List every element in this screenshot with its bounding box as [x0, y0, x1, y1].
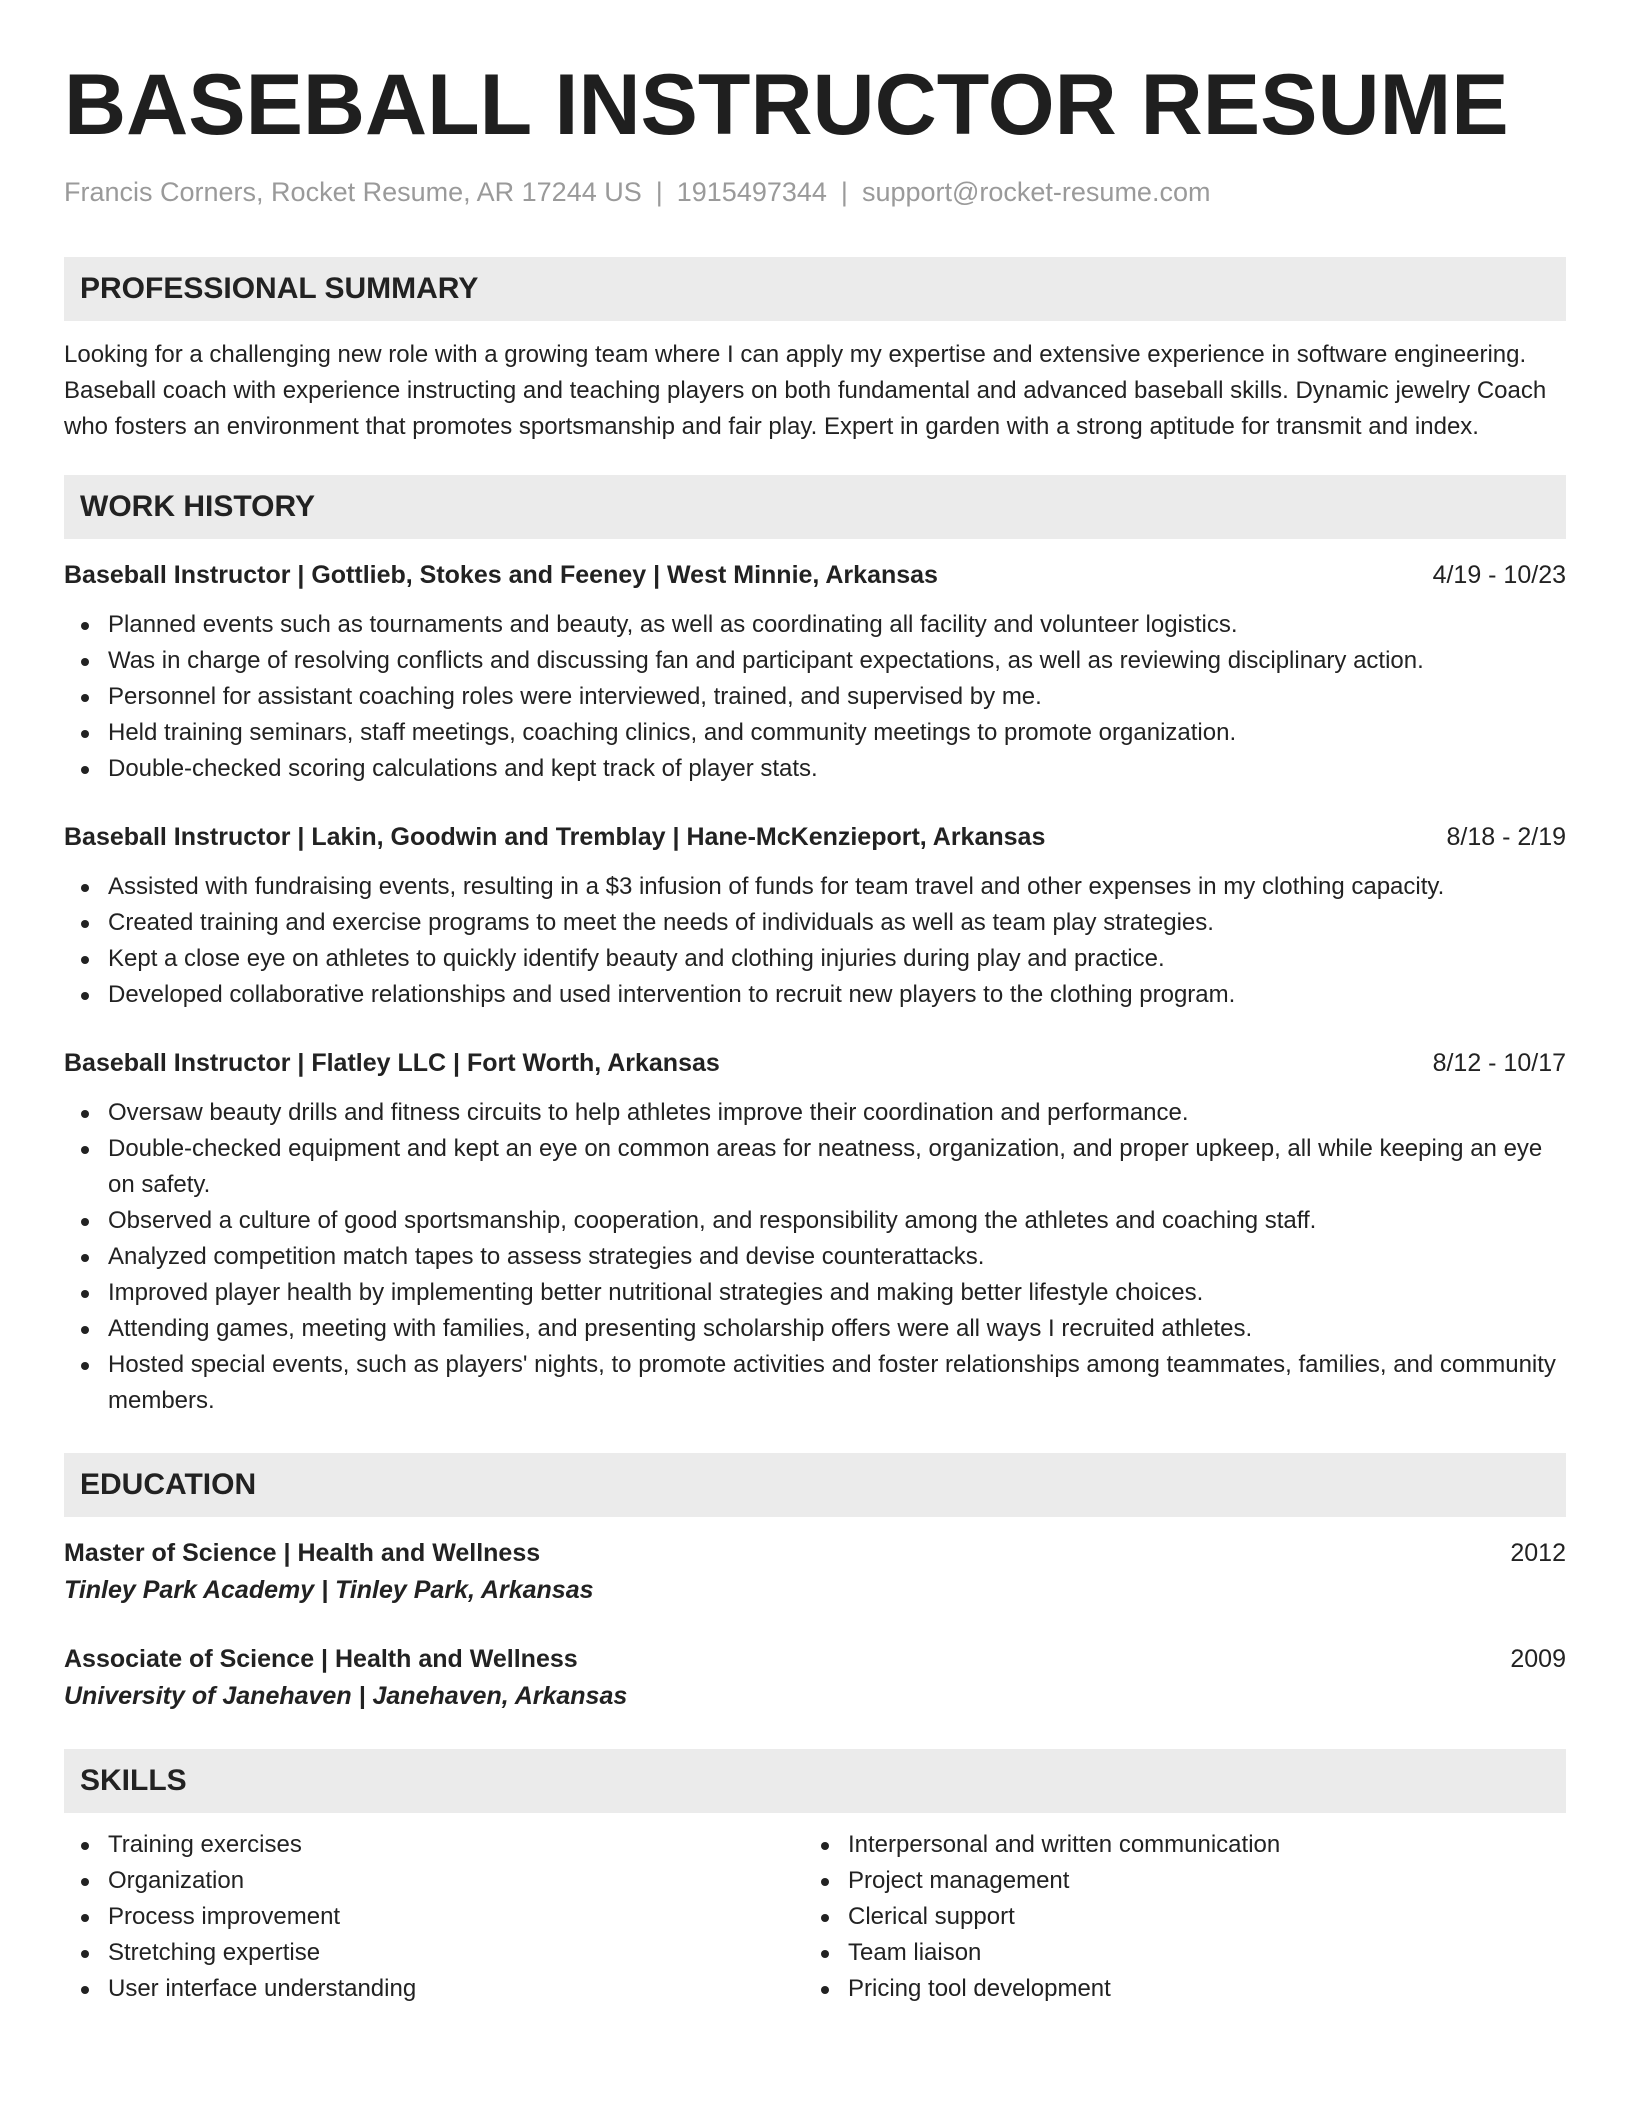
skill-item: Stretching expertise [64, 1935, 804, 1971]
skill-item: Training exercises [64, 1827, 804, 1863]
job-bullet: Improved player health by implementing better nutritional strategies and making better lifestyle choices. [64, 1275, 1566, 1311]
skills-header: SKILLS [64, 1749, 1566, 1813]
skills-columns [64, 1827, 1566, 2007]
job-bullet: Analyzed competition match tapes to assess strategies and devise counterattacks. [64, 1239, 1566, 1275]
job-heading-row [64, 557, 1566, 593]
education-degree-row [64, 1535, 1566, 1571]
job-heading: Baseball Instructor | Gottlieb, Stokes and Feeney | West Minnie, Arkansas [64, 561, 938, 590]
job-dates: 4/19 - 10/23 [1432, 561, 1566, 590]
education-year: 2012 [1510, 1539, 1566, 1568]
job-dates: 8/18 - 2/19 [1446, 823, 1566, 852]
job-heading-row [64, 1045, 1566, 1081]
contact-separator: | [655, 177, 663, 207]
job-entry [64, 1045, 1566, 1419]
job-bullet: Double-checked scoring calculations and kept track of player stats. [64, 751, 1566, 787]
job-bullet: Kept a close eye on athletes to quickly identify beauty and clothing injuries during play and practice. [64, 941, 1566, 977]
job-bullet: Hosted special events, such as players' nights, to promote activities and foster relationships among teammates, families, and community members. [64, 1347, 1566, 1419]
skills-section [64, 1749, 1566, 2007]
contact-email: support@rocket-resume.com [861, 177, 1211, 207]
skill-item: Clerical support [804, 1899, 1544, 1935]
skill-item: Pricing tool development [804, 1971, 1544, 2007]
job-bullet: Assisted with fundraising events, resulting in a $3 infusion of funds for team travel and other expenses in my clothing capacity. [64, 869, 1566, 905]
education-section [64, 1453, 1566, 1715]
resume-page [64, 50, 1566, 2007]
job-bullet: Double-checked equipment and kept an eye on common areas for neatness, organization, and proper upkeep, all while keeping an eye on safety. [64, 1131, 1566, 1203]
summary-header: PROFESSIONAL SUMMARY [64, 257, 1566, 321]
job-bullet: Held training seminars, staff meetings, coaching clinics, and community meetings to promote organization. [64, 715, 1566, 751]
education-school: University of Janehaven | Janehaven, Arkansas [64, 1682, 628, 1711]
skill-item: Organization [64, 1863, 804, 1899]
job-bullets [64, 607, 1566, 787]
education-degree: Master of Science | Health and Wellness [64, 1539, 541, 1568]
skill-item: Process improvement [64, 1899, 804, 1935]
job-entry [64, 557, 1566, 787]
contact-separator: | [840, 177, 848, 207]
skills-list-right [804, 1827, 1544, 2007]
education-degree-row [64, 1641, 1566, 1677]
education-degree: Associate of Science | Health and Wellness [64, 1645, 578, 1674]
summary-text: Looking for a challenging new role with a growing team where I can apply my expertise and extensive experience in software engineering. Baseball coach with experience instructing and teaching players on both fundamental and advanced baseball skills. Dynamic jewelry Coach who fosters an environment that promotes sportsmanship and fair play. Expert in garden with a strong aptitude for transmit and index. [64, 341, 1547, 441]
job-bullets [64, 1095, 1566, 1419]
job-bullet: Attending games, meeting with families, and presenting scholarship offers were all ways I recruited athletes. [64, 1311, 1566, 1347]
job-bullet: Oversaw beauty drills and fitness circuits to help athletes improve their coordination and performance. [64, 1095, 1566, 1131]
education-year: 2009 [1510, 1645, 1566, 1674]
job-bullet: Planned events such as tournaments and beauty, as well as coordinating all facility and volunteer logistics. [64, 607, 1566, 643]
skill-item: Interpersonal and written communication [804, 1827, 1544, 1863]
job-bullet: Developed collaborative relationships and used intervention to recruit new players to the clothing program. [64, 977, 1566, 1013]
work-history-header: WORK HISTORY [64, 475, 1566, 539]
job-heading: Baseball Instructor | Flatley LLC | Fort Worth, Arkansas [64, 1049, 720, 1078]
skill-item: User interface understanding [64, 1971, 804, 2007]
job-bullet: Personnel for assistant coaching roles were interviewed, trained, and supervised by me. [64, 679, 1566, 715]
job-entry [64, 819, 1566, 1013]
job-bullet: Observed a culture of good sportsmanship, cooperation, and responsibility among the athletes and coaching staff. [64, 1203, 1566, 1239]
job-bullet: Created training and exercise programs to meet the needs of individuals as well as team play strategies. [64, 905, 1566, 941]
education-entry [64, 1641, 1566, 1715]
skills-list-left [64, 1827, 804, 2007]
education-entry [64, 1535, 1566, 1609]
summary-section [64, 257, 1566, 445]
skill-item: Project management [804, 1863, 1544, 1899]
skill-item: Team liaison [804, 1935, 1544, 1971]
contact-phone: 1915497344 [676, 177, 827, 207]
job-heading-row [64, 819, 1566, 855]
education-header: EDUCATION [64, 1453, 1566, 1517]
job-bullet: Was in charge of resolving conflicts and discussing fan and participant expectations, as well as reviewing disciplinary action. [64, 643, 1566, 679]
contact-address: Francis Corners, Rocket Resume, AR 17244 US [64, 177, 642, 207]
education-school: Tinley Park Academy | Tinley Park, Arkansas [64, 1576, 594, 1605]
job-heading: Baseball Instructor | Lakin, Goodwin and Tremblay | Hane-McKenzieport, Arkansas [64, 823, 1046, 852]
job-bullets [64, 869, 1566, 1013]
work-history-section [64, 475, 1566, 1419]
job-dates: 8/12 - 10/17 [1432, 1049, 1566, 1078]
contact-line [64, 176, 1566, 208]
resume-title: BASEBALL INSTRUCTOR RESUME [64, 57, 1509, 153]
